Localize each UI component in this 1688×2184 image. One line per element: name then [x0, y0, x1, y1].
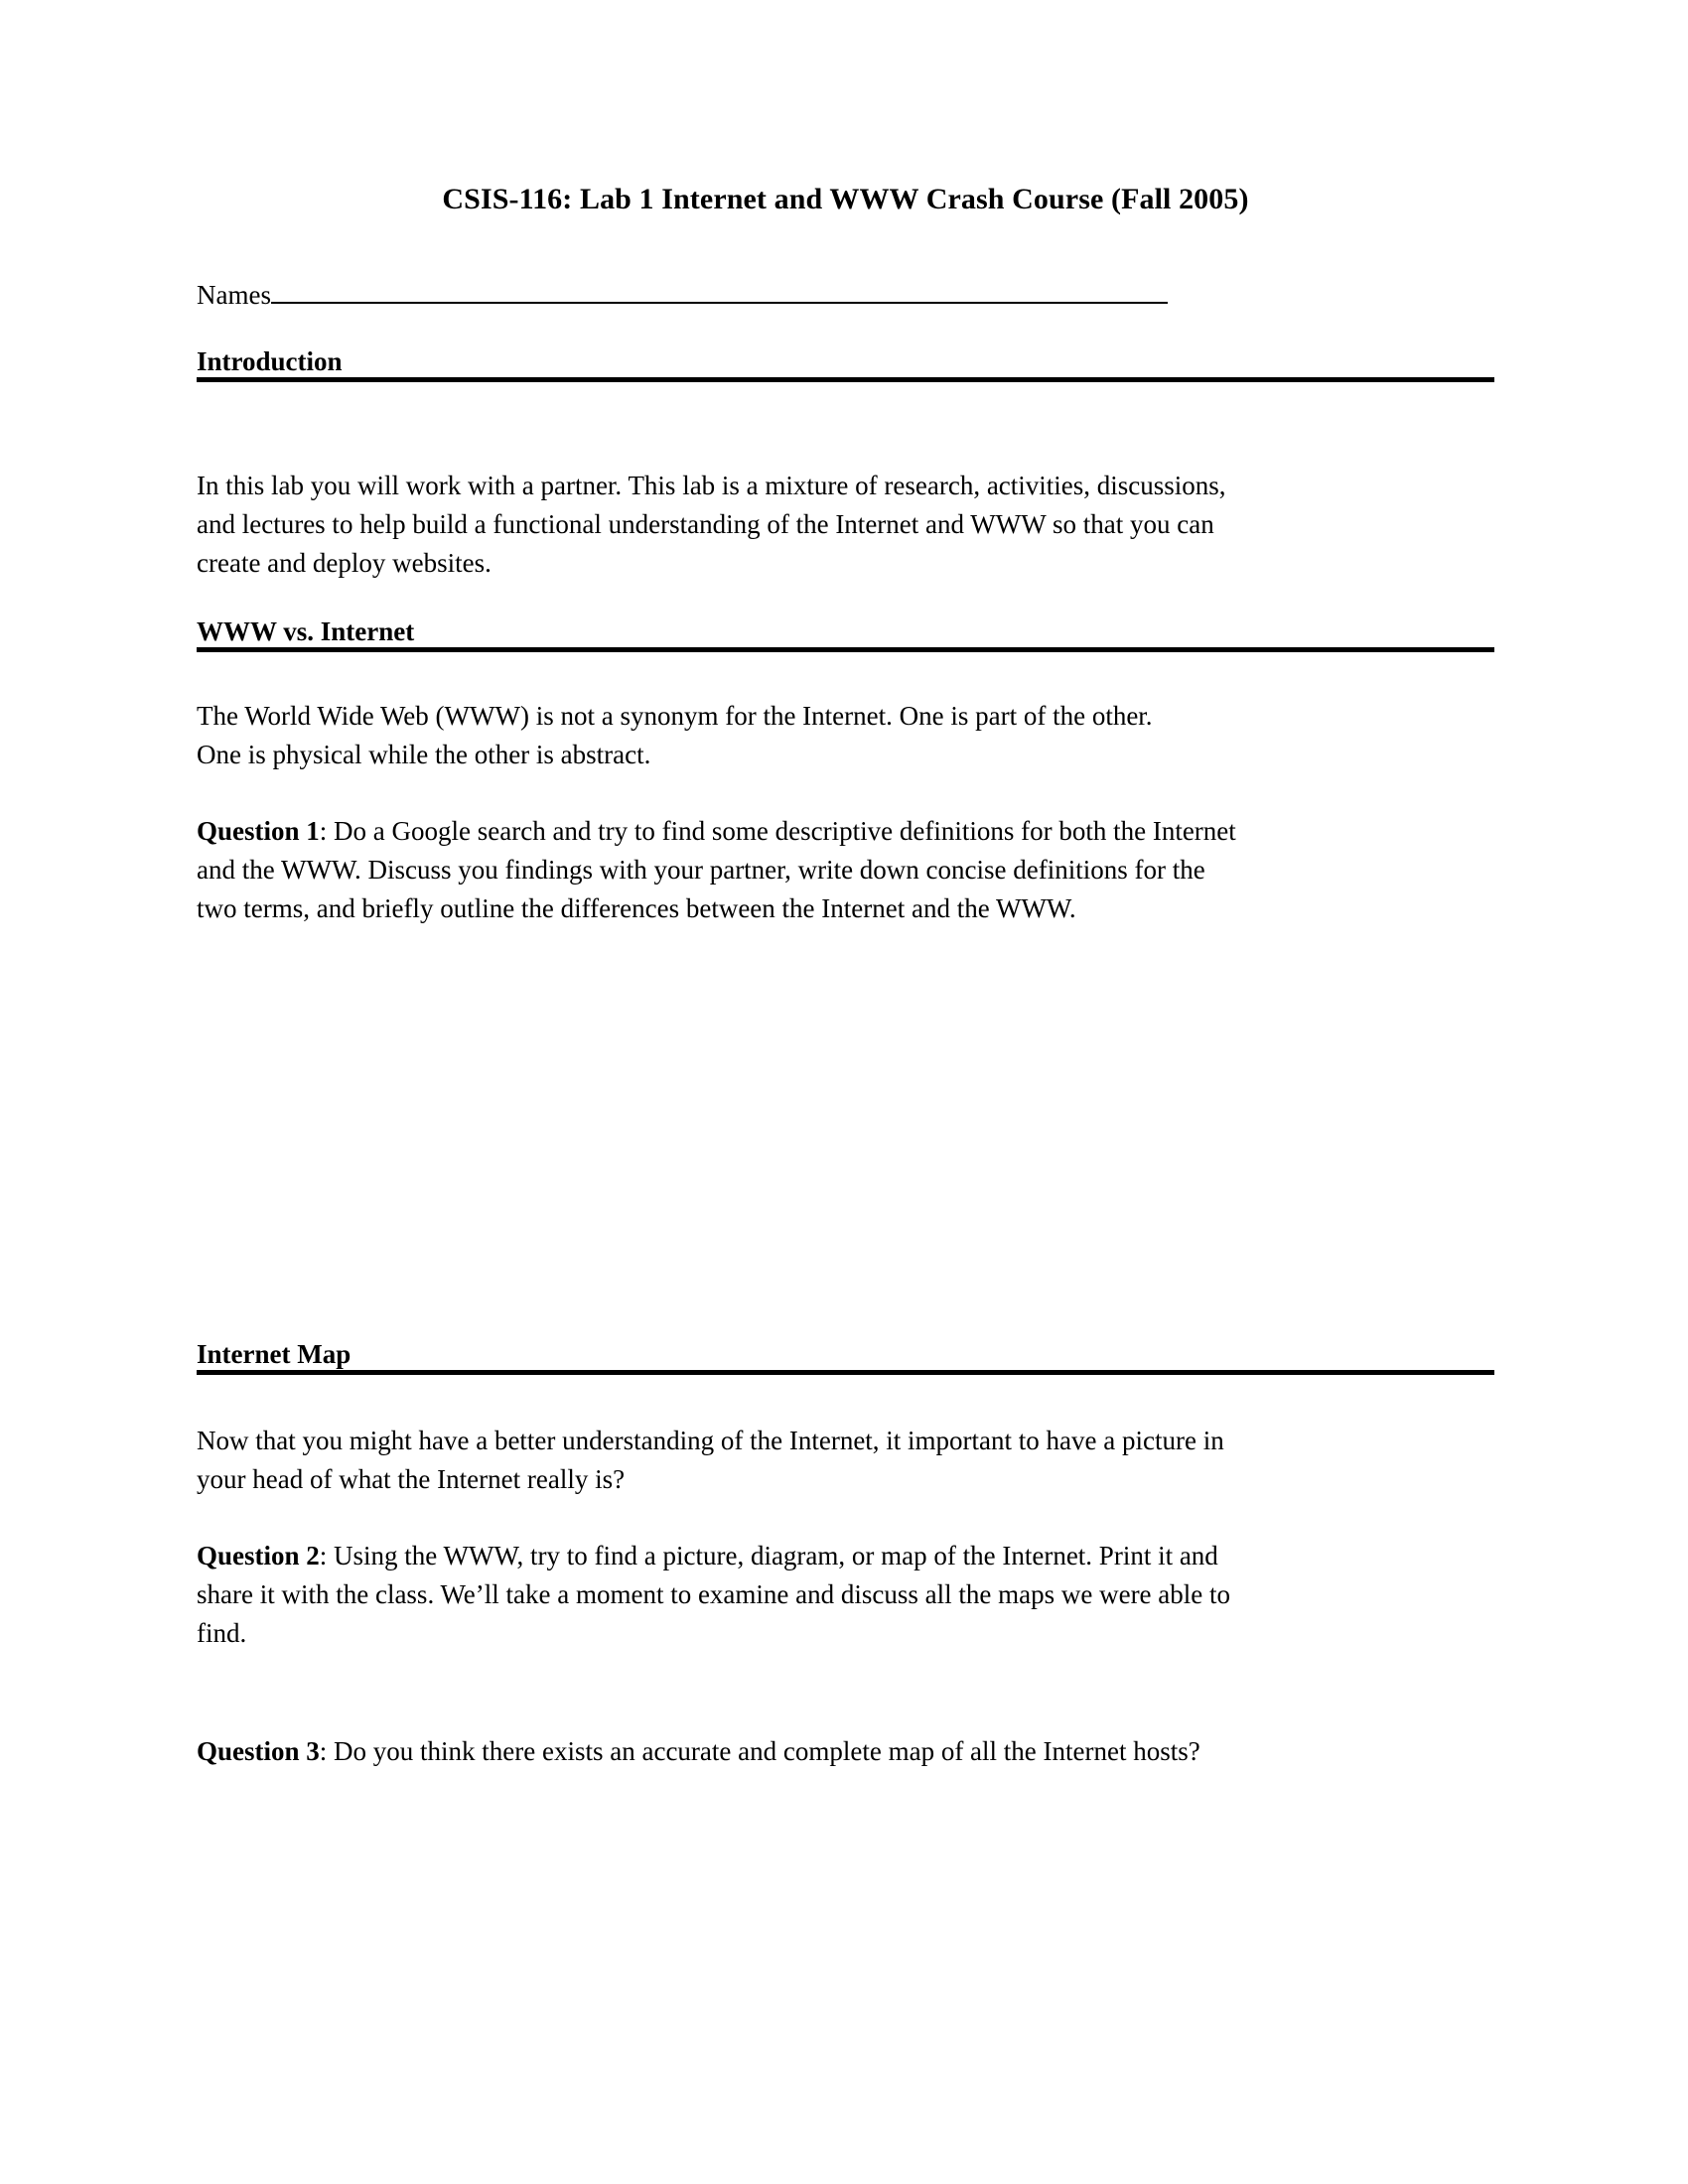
internet-map-paragraph	[197, 1422, 1494, 1499]
question-3-answer-space[interactable]	[197, 1787, 1494, 2134]
internet-map-line-2: your head of what the Internet really is?	[197, 1464, 626, 1494]
question-2-line-3: find.	[197, 1618, 247, 1648]
introduction-line-2: and lectures to help build a functional understanding of the Internet and WWW so that you can	[197, 509, 1214, 539]
section-heading-internet-map-label: Internet Map	[197, 1339, 352, 1369]
heading-rule	[197, 1370, 1494, 1375]
question-2	[197, 1537, 1494, 1653]
question-2-line-1	[197, 1537, 1494, 1575]
www-vs-internet-line-1: The World Wide Web (WWW) is not a synonym for the Internet. One is part of the other.	[197, 701, 1153, 731]
heading-rule	[197, 377, 1494, 382]
heading-rule	[197, 647, 1494, 652]
section-heading-www-vs-internet-label: WWW vs. Internet	[197, 616, 415, 646]
names-label: Names	[197, 280, 271, 310]
question-1-label: Question 1	[197, 816, 320, 846]
page-title: CSIS-116: Lab 1 Internet and WWW Crash Course (Fall 2005)	[442, 183, 1249, 215]
question-2-line-2: share it with the class. We’ll take a moment to examine and discuss all the maps we were able to	[197, 1579, 1231, 1609]
question-3-text-1: : Do you think there exists an accurate and complete map of all the Internet hosts?	[319, 1736, 1200, 1766]
introduction-paragraph	[197, 467, 1494, 583]
section-heading-introduction	[197, 347, 1494, 382]
question-1-text-1: : Do a Google search and try to find some descriptive definitions for both the Internet	[319, 816, 1236, 846]
introduction-line-1: In this lab you will work with a partner. This lab is a mixture of research, activities, discussions,	[197, 471, 1226, 500]
question-1-line-3: two terms, and briefly outline the differences between the Internet and the WWW.	[197, 893, 1076, 923]
question-1-line-2: and the WWW. Discuss you findings with your partner, write down concise definitions for the	[197, 855, 1205, 885]
question-3-line-1	[197, 1732, 1494, 1771]
names-field[interactable]	[197, 281, 1494, 311]
www-vs-internet-paragraph	[197, 697, 1494, 774]
question-2-label: Question 2	[197, 1541, 320, 1570]
question-1-line-1	[197, 812, 1494, 851]
names-write-in-rule[interactable]	[271, 302, 1168, 304]
section-heading-introduction-label: Introduction	[197, 346, 343, 376]
section-heading-www-vs-internet	[197, 617, 1494, 652]
question-3-label: Question 3	[197, 1736, 320, 1766]
question-1-answer-space[interactable]	[197, 943, 1494, 1330]
question-3	[197, 1732, 1494, 1771]
question-2-text-1: : Using the WWW, try to find a picture, diagram, or map of the Internet. Print it and	[319, 1541, 1218, 1570]
introduction-line-3: create and deploy websites.	[197, 548, 492, 578]
www-vs-internet-line-2: One is physical while the other is abstract.	[197, 740, 651, 769]
section-heading-internet-map	[197, 1340, 1494, 1375]
question-1	[197, 812, 1494, 928]
internet-map-line-1: Now that you might have a better understanding of the Internet, it important to have a picture in	[197, 1426, 1224, 1455]
